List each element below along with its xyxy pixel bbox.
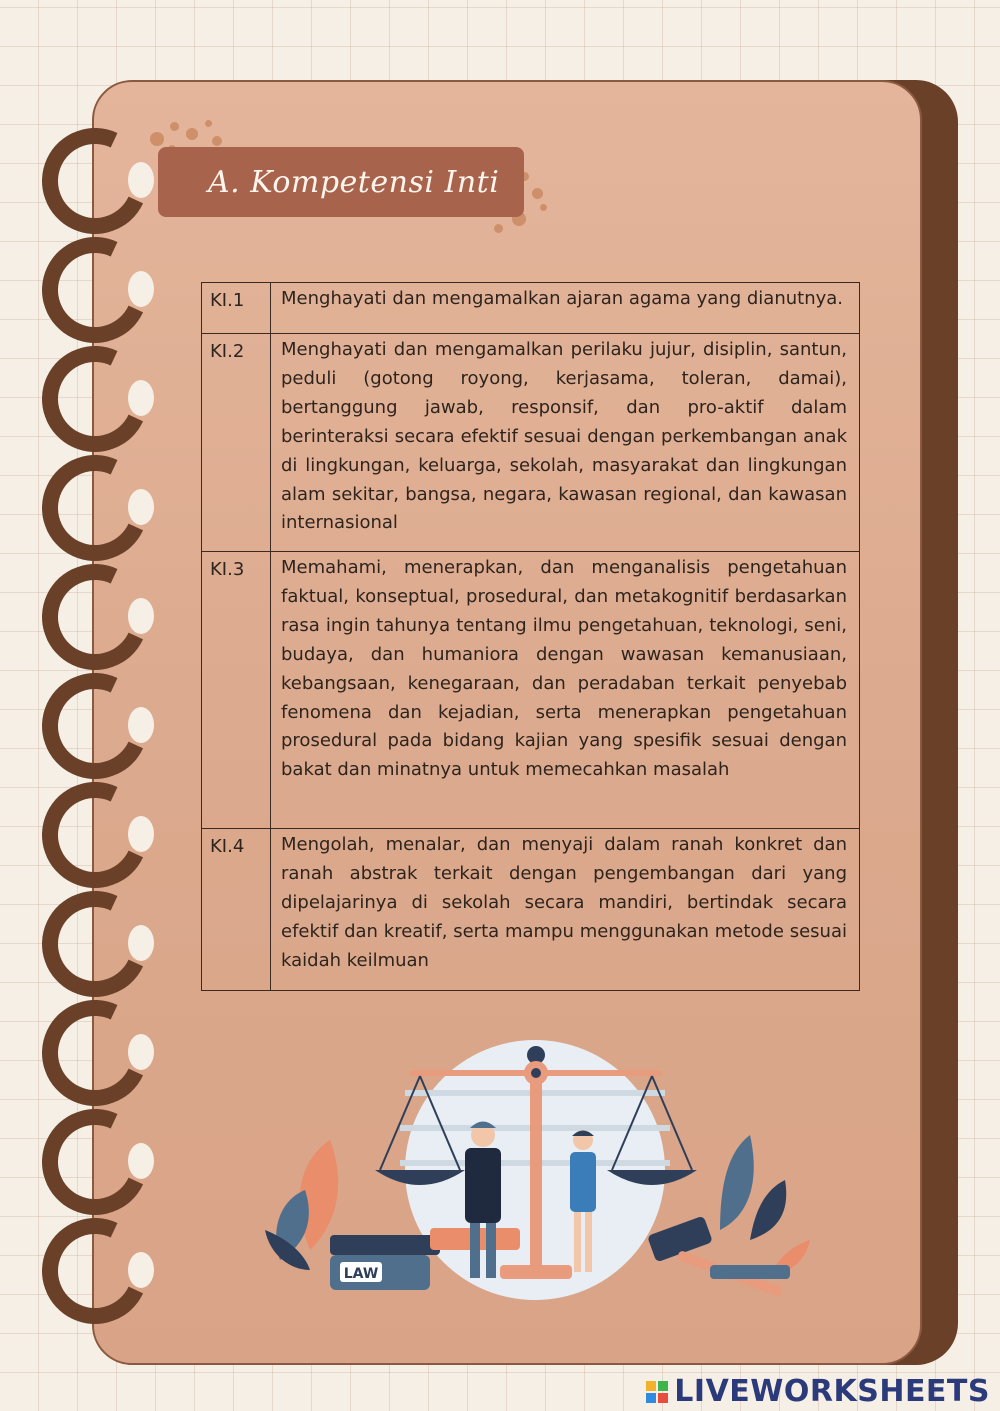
- ki-code: KI.1: [202, 283, 271, 334]
- ki-code: KI.4: [202, 829, 271, 991]
- ki-description: Memahami, menerapkan, dan menganalisis pengetahuan faktual, konseptual, prosedural, dan metakognitif berdasarkan rasa ingin tahunya tentang ilmu pengetahuan, teknologi, seni, budaya, dan humaniora dengan wawasan kemanusiaan, kebangsaan, kenegaraan, dan peradaban terkait penyebab fenomena dan kejadian, serta menerapkan pengetahuan prosedural pada bidang kajian yang spesifik sesuai dengan bakat dan minatnya untuk memecahkan masalah: [271, 552, 860, 829]
- table-row: [202, 552, 860, 829]
- liveworksheets-watermark: [646, 1374, 990, 1409]
- ki-code: KI.3: [202, 552, 271, 829]
- justice-scale-illustration: [250, 1030, 820, 1300]
- ki-description: Mengolah, menalar, dan menyaji dalam ranah konkret dan ranah abstrak terkait dengan pengembangan dari yang dipelajarinya di sekolah secara mandiri, bertindak secara efektif dan kreatif, serta mampu menggunakan metode sesuai kaidah keilmuan: [271, 829, 860, 991]
- section-title-banner: [158, 147, 524, 217]
- table-row: [202, 334, 860, 552]
- section-title: A. Kompetensi Inti: [208, 164, 500, 200]
- table-row: [202, 829, 860, 991]
- watermark-text: LIVEWORKSHEETS: [674, 1374, 990, 1409]
- kompetensi-table: [201, 282, 860, 991]
- table-row: [202, 283, 860, 334]
- liveworksheets-logo-icon: [646, 1381, 668, 1403]
- ki-description: Menghayati dan mengamalkan ajaran agama yang dianutnya.: [271, 283, 860, 334]
- law-book-label: LAW: [343, 1266, 379, 1282]
- ki-code: KI.2: [202, 334, 271, 552]
- ki-description: Menghayati dan mengamalkan perilaku jujur, disiplin, santun, peduli (gotong royong, kerjasama, toleran, damai), bertanggung jawab, responsif, dan pro-aktif dalam berinteraksi secara efektif sesuai dengan perkembangan anak di lingkungan, keluarga, sekolah, masyarakat dan lingkungan alam sekitar, bangsa, negara, kawasan regional, dan kawasan internasional: [271, 334, 860, 552]
